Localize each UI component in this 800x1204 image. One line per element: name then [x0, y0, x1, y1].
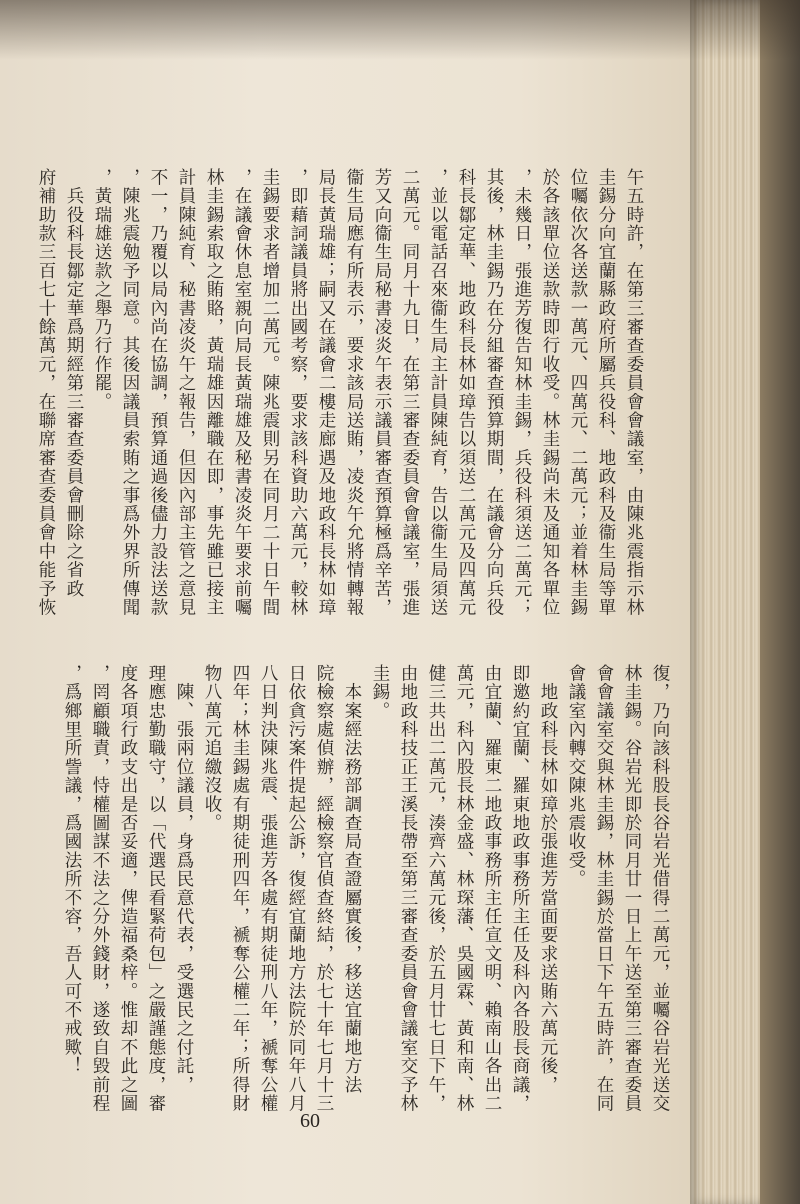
- text-column: 八日判決陳兆震、張進芳各處有期徒刑八年，褫奪公權: [258, 664, 278, 1113]
- text-column: 不一，乃覆以局內尚在協調，預算通過後儘力設法送款: [148, 168, 168, 617]
- text-column: 局長黃瑞雄；嗣又在議會二樓走廊遇及地政科長林如璋: [316, 168, 336, 617]
- text-column: 地政科長林如璋於張進芳當面要求送賄六萬元後，: [538, 664, 558, 1095]
- text-column: 四年；林圭錫處有期徒刑四年，褫奪公權二年；所得財: [230, 664, 250, 1113]
- text-column: 由宜蘭、羅東二地政事務所主任宣文明、賴南山各出二: [482, 664, 502, 1113]
- text-column: 計員陳純育、秘書凌炎午之報告，但因內部主管之意見: [176, 168, 196, 617]
- text-column: 二萬元。同月十九日，在第三審查委員會會議室，張進: [400, 168, 420, 617]
- text-column: ，並以電話召來衞生局主計員陳純育，告以衞生局須送: [428, 168, 448, 617]
- text-column: 午五時許，在第三審查委員會會議室，由陳兆震指示林: [624, 168, 644, 617]
- text-column: 林圭錫索取之賄賂，黃瑞雄因離職在即，事先雖已接主: [204, 168, 224, 617]
- text-column: 會議室內轉交陳兆震收受。: [566, 664, 586, 889]
- text-column: 圭錫要求者增加二萬元。陳兆震則另在同月二十日午間: [260, 168, 280, 617]
- text-column: 芳又向衞生局秘書凌炎午表示議員審查預算極爲辛苦，: [372, 168, 392, 617]
- text-column: 林圭錫。谷岩光即於同月廿一日上午送至第三審查委員: [622, 664, 642, 1113]
- text-column: 兵役科長鄒定華爲期經第三審查委員會刪除之省政: [64, 168, 84, 599]
- text-column: 衞生局應有所表示，要求該局送賄，凌炎午允將情轉報: [344, 168, 364, 617]
- text-column: ，未幾日，張進芳復告知林圭錫，兵役科須送二萬元；: [512, 168, 532, 617]
- text-column: 日依貪污案件提起公訴，復經宜蘭地方法院於同年八月: [286, 664, 306, 1113]
- top-shadow: [0, 0, 800, 60]
- text-column: 圭錫分向宜蘭縣政府所屬兵役科、地政科及衞生局等單: [596, 168, 616, 617]
- text-column: 圭錫。: [370, 664, 390, 721]
- text-column: 於各該單位送款時即行收受。林圭錫尚未及通知各單位: [540, 168, 560, 617]
- text-column: 科長鄒定華、地政科長林如璋告以須送二萬元及四萬元: [456, 168, 476, 617]
- text-column: 位囑依次各送款一萬元、四萬元、二萬元；並着林圭錫: [568, 168, 588, 617]
- text-column: ，在議會休息室親向局長黃瑞雄及秘書凌炎午要求前囑: [232, 168, 252, 617]
- text-column: 即邀約宜蘭、羅東地政事務所主任及科內各股長商議，: [510, 664, 530, 1113]
- text-column: ，陳兆震勉予同意。其後因議員索賄之事爲外界所傳聞: [120, 168, 140, 617]
- text-column: 會會議室交與林圭錫，林圭錫於當日下午五時許，在同: [594, 664, 614, 1113]
- text-column: 院檢察處偵辦，經檢察官偵查終結，於七十年七月十三: [314, 664, 334, 1113]
- text-column: ，罔顧職責，恃權圖謀不法之分外錢財，遂致自毀前程: [90, 664, 110, 1113]
- book-edge-shadow: [760, 0, 800, 1204]
- text-column: 其後，林圭錫乃在分組審查預算期間，在議會分向兵役: [484, 168, 504, 617]
- text-column: ，黃瑞雄送款之舉乃行作罷。: [92, 168, 112, 412]
- text-column: 復，乃向該科股長谷岩光借得二萬元，並囑谷岩光送交: [650, 664, 670, 1113]
- text-column: 度各項行政支出是否妥適，俾造福桑梓。惟却不此之圖: [118, 664, 138, 1113]
- text-column: ，爲鄉里所訾議，爲國法所不容，吾人可不戒歟！: [62, 664, 82, 1076]
- text-column: 本案經法務部調查局查證屬實後，移送宜蘭地方法: [342, 664, 362, 1095]
- text-column: 府補助款三百七十餘萬元，在聯席審查委員會中能予恢: [36, 168, 56, 617]
- page-number: 60: [300, 1110, 320, 1132]
- text-column: ，即藉詞議員將出國考察，要求該科資助六萬元，較林: [288, 168, 308, 617]
- text-column: 物八萬元追繳沒收。: [202, 664, 222, 833]
- text-column: 由地政科技正王溪長帶至第三審查委員會會議室交予林: [398, 664, 418, 1113]
- text-column: 陳、張兩位議員，身爲民意代表，受選民之付託，: [174, 664, 194, 1095]
- text-column: 健三共出二萬元，湊齊六萬元後，於五月廿七日下午，: [426, 664, 446, 1113]
- text-column: 理應忠勤職守，以「代選民看緊荷包」之嚴謹態度，審: [146, 664, 166, 1113]
- text-column: 萬元，科內股長林金盛、林琛藩、吳國霖、黃和南、林: [454, 664, 474, 1113]
